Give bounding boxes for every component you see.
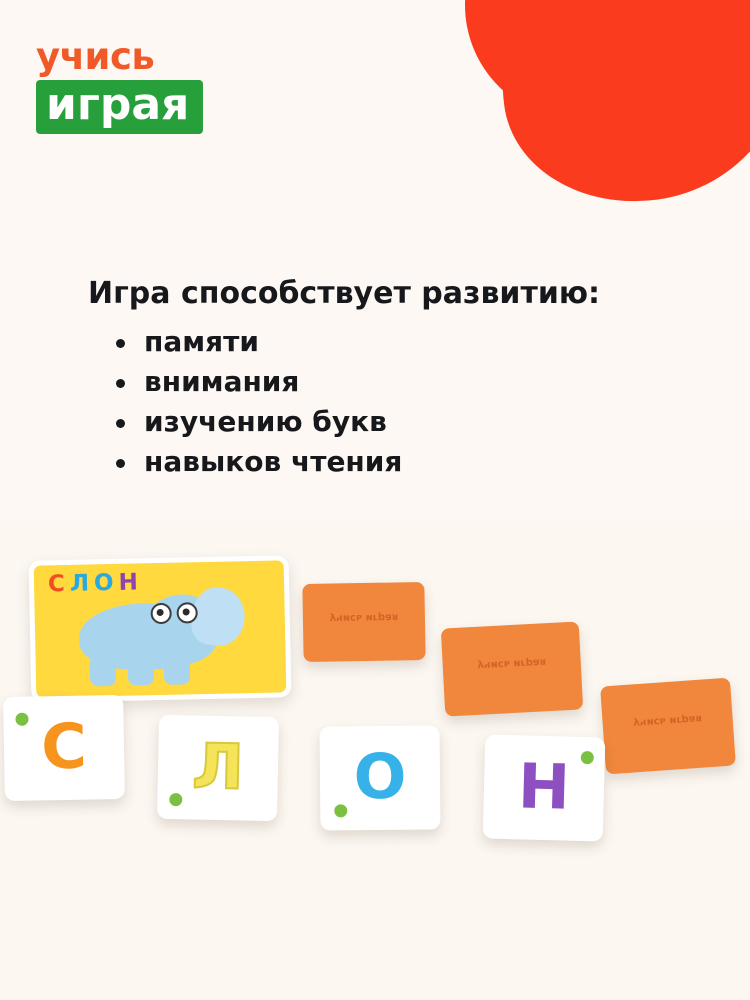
picture-card-letter: Л: [69, 570, 95, 597]
list-item: изучению букв: [108, 402, 402, 442]
list-item: навыков чтения: [108, 442, 402, 482]
brand-logo-line2: играя: [36, 80, 203, 134]
picture-card-letter: С: [47, 570, 71, 598]
letter-card-l: [157, 715, 279, 821]
letter-glyph: Н: [517, 749, 571, 824]
card-back: [302, 582, 425, 662]
letter-card-dot: [169, 793, 182, 806]
card-back-label: учись играя: [632, 712, 703, 729]
list-item: памяти: [108, 322, 402, 362]
letter-glyph: Л: [191, 729, 245, 804]
letter-card-n: [483, 734, 606, 841]
card-back-label: учись играя: [329, 611, 399, 624]
picture-card-letter: Н: [118, 569, 144, 596]
list-item: внимания: [108, 362, 402, 402]
letter-glyph: С: [40, 709, 88, 784]
picture-card-letter: О: [93, 569, 119, 597]
letter-card-dot: [334, 804, 347, 817]
card-back: [600, 678, 736, 775]
elephant-ear: [189, 584, 249, 649]
page-title: Игра способствует развитию:: [88, 276, 601, 311]
picture-card-elephant: [29, 555, 292, 702]
letter-card-s: [3, 695, 125, 801]
brand-logo: [36, 35, 266, 134]
letter-card-o: [320, 725, 441, 830]
brand-logo-line1: учись: [36, 35, 155, 78]
decorative-blob: [483, 0, 750, 219]
benefits-list: [108, 322, 402, 482]
elephant-leg: [90, 660, 117, 687]
product-photo: [0, 520, 750, 1000]
card-back: [441, 621, 583, 716]
card-back-label: учись играя: [477, 655, 547, 671]
picture-card-word: [48, 569, 143, 597]
letter-glyph: О: [353, 739, 407, 814]
